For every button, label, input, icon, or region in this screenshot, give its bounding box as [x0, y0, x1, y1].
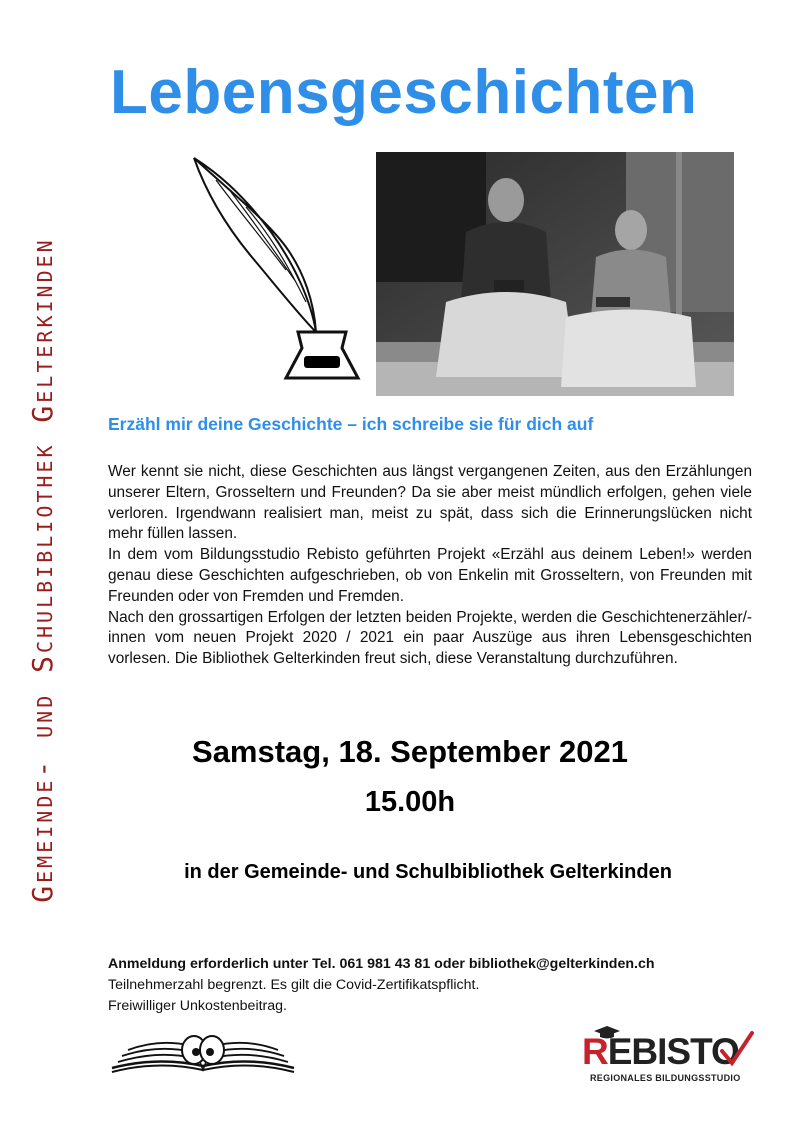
event-date: Samstag, 18. September 2021 [192, 734, 628, 769]
rebisto-logo [578, 1025, 756, 1085]
paragraph-event: Nach den grossartigen Erfolgen der letzten beiden Projekte, werden die Geschichtenerzähler/-innen vom neuen Projekt 2020 / 2021 ein paar Auszüge aus ihren Lebensgeschichten vorlesen. Die Bibliothek Gelterkinden freut sich, diese Veranstaltung durchzuführen. [108, 608, 752, 668]
rebisto-wordmark: REBISTO [582, 1031, 739, 1072]
two-women-reading-photo [376, 152, 734, 396]
rebisto-tagline: REGIONALES BILDUNGSSTUDIO [590, 1073, 741, 1083]
event-venue: in der Gemeinde- und Schulbibliothek Gelterkinden [184, 861, 672, 883]
registration-info [108, 954, 748, 1017]
open-book-owl-logo [108, 1028, 298, 1078]
paragraph-intro: Wer kennt sie nicht, diese Geschichten aus längst vergangenen Zeiten, aus den Erzählungen unserer Eltern, Grosseltern und Freunden? Da sie aber meist mündlich erfolgen, gehen viele verloren. Irgendwann realisiert man, meist zu spät, dass sich die Erinnerungslücken nicht mehr füllen lassen. [108, 463, 752, 543]
checkmark-icon [718, 1029, 756, 1069]
page-title: Lebensgeschichten [110, 58, 698, 127]
library-sidebar [8, 40, 78, 1100]
description-text [108, 462, 752, 670]
event-time: 15.00h [364, 786, 456, 818]
library-name-vertical: Gemeinde- und Schulbibliothek Gelterkinden [26, 237, 59, 903]
participant-limit: Teilnehmerzahl begrenzt. Es gilt die Covid-Zertifikatspflicht. [108, 977, 480, 993]
cost-note: Freiwilliger Unkostenbeitrag. [108, 998, 287, 1014]
quill-inkwell-icon [186, 152, 366, 392]
paragraph-project: In dem vom Bildungsstudio Rebisto geführten Projekt «Erzähl aus deinem Leben!» werden genau diese Geschichten aufgeschrieben, ob von Enkelin mit Grosseltern, von Freunden mit Freunden oder von Fremden und Fremden. [108, 546, 752, 605]
subtitle: Erzähl mir deine Geschichte – ich schreibe sie für dich auf [108, 414, 594, 434]
registration-contact: Anmeldung erforderlich unter Tel. 061 981 43 81 oder bibliothek@gelterkinden.ch [108, 956, 655, 972]
